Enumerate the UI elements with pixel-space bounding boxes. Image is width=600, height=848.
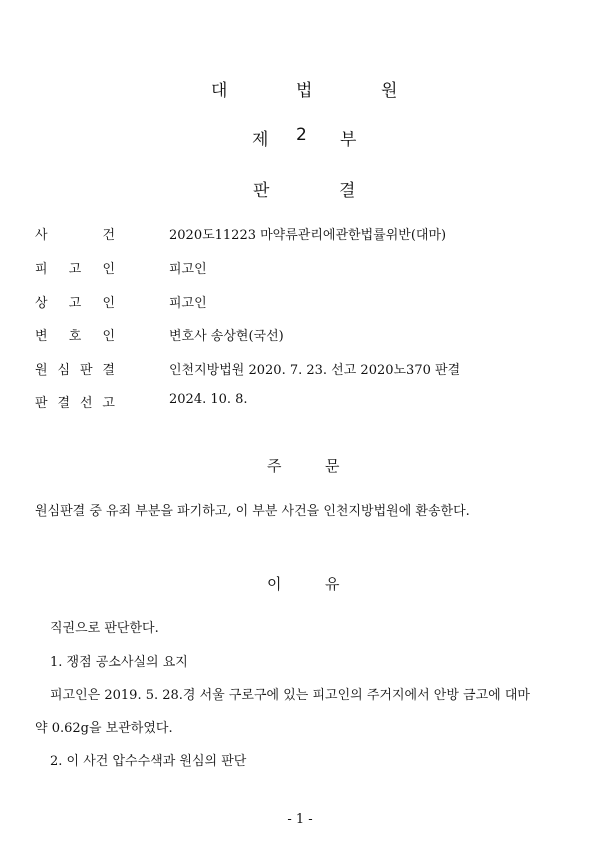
case-row-label [35, 292, 115, 311]
case-row-label [35, 392, 115, 411]
reason-section-heading: 1. 쟁점 공소사실의 요지 [50, 655, 188, 670]
label-char: 호 [68, 329, 82, 344]
heading-char: 이 [267, 575, 282, 593]
label-char: 원 [35, 363, 48, 378]
page-number: - 1 - [287, 812, 313, 827]
label-char: 상 [35, 296, 48, 311]
case-row-label [35, 258, 115, 277]
label-char: 고 [68, 296, 82, 311]
defendant-value: 피고인 [169, 262, 207, 277]
court-title-char: 대 [211, 81, 228, 101]
case-row-label [35, 325, 115, 344]
label-char: 변 [35, 329, 48, 344]
reason-paragraph: 피고인은 2019. 5. 28.경 서울 구로구에 있는 피고인의 주거지에서 안방 금고에 대마 [50, 688, 530, 703]
heading-char: 주 [267, 457, 282, 475]
reason-paragraph: 직권으로 판단한다. [50, 621, 159, 636]
label-char: 고 [102, 396, 115, 411]
case-row-label [35, 224, 115, 243]
label-char: 심 [57, 363, 71, 378]
judgment-date-value: 2024. 10. 8. [169, 392, 248, 407]
label-char: 인 [102, 329, 115, 344]
court-title-char: 법 [296, 81, 313, 101]
case-number: 2020도11223 마약류관리에관한법률위반(대마) [169, 228, 447, 243]
label-char: 판 [35, 396, 48, 411]
label-char: 인 [102, 296, 115, 311]
label-char: 피 [35, 262, 48, 277]
label-char: 선 [79, 396, 93, 411]
case-row-label [35, 359, 115, 378]
court-title-char: 원 [381, 81, 398, 101]
appellant-value: 피고인 [169, 296, 207, 311]
reason-paragraph-continuation: 약 0.62g을 보관하였다. [35, 721, 173, 736]
label-char: 결 [102, 363, 115, 378]
lower-court-judgment-value: 인천지방법원 2020. 7. 23. 선고 2020노370 판결 [169, 363, 461, 378]
division-char: 제 [252, 130, 269, 150]
heading-char: 유 [325, 575, 340, 593]
label-char: 결 [57, 396, 71, 411]
judgment-char: 판 [253, 181, 270, 201]
reason-section-heading: 2. 이 사건 압수수색과 원심의 판단 [50, 754, 247, 769]
label-char: 고 [68, 262, 82, 277]
label-char: 판 [79, 363, 93, 378]
judgment-char: 결 [339, 181, 356, 201]
division-char: 부 [340, 130, 357, 150]
heading-char: 문 [325, 457, 340, 475]
label-char: 건 [102, 228, 115, 243]
label-char: 사 [35, 228, 48, 243]
label-char: 인 [102, 262, 115, 277]
counsel-value: 변호사 송상현(국선) [169, 329, 284, 344]
division-char: 2 [296, 125, 307, 145]
order-text: 원심판결 중 유죄 부분을 파기하고, 이 부분 사건을 인천지방법원에 환송한다. [35, 504, 470, 519]
